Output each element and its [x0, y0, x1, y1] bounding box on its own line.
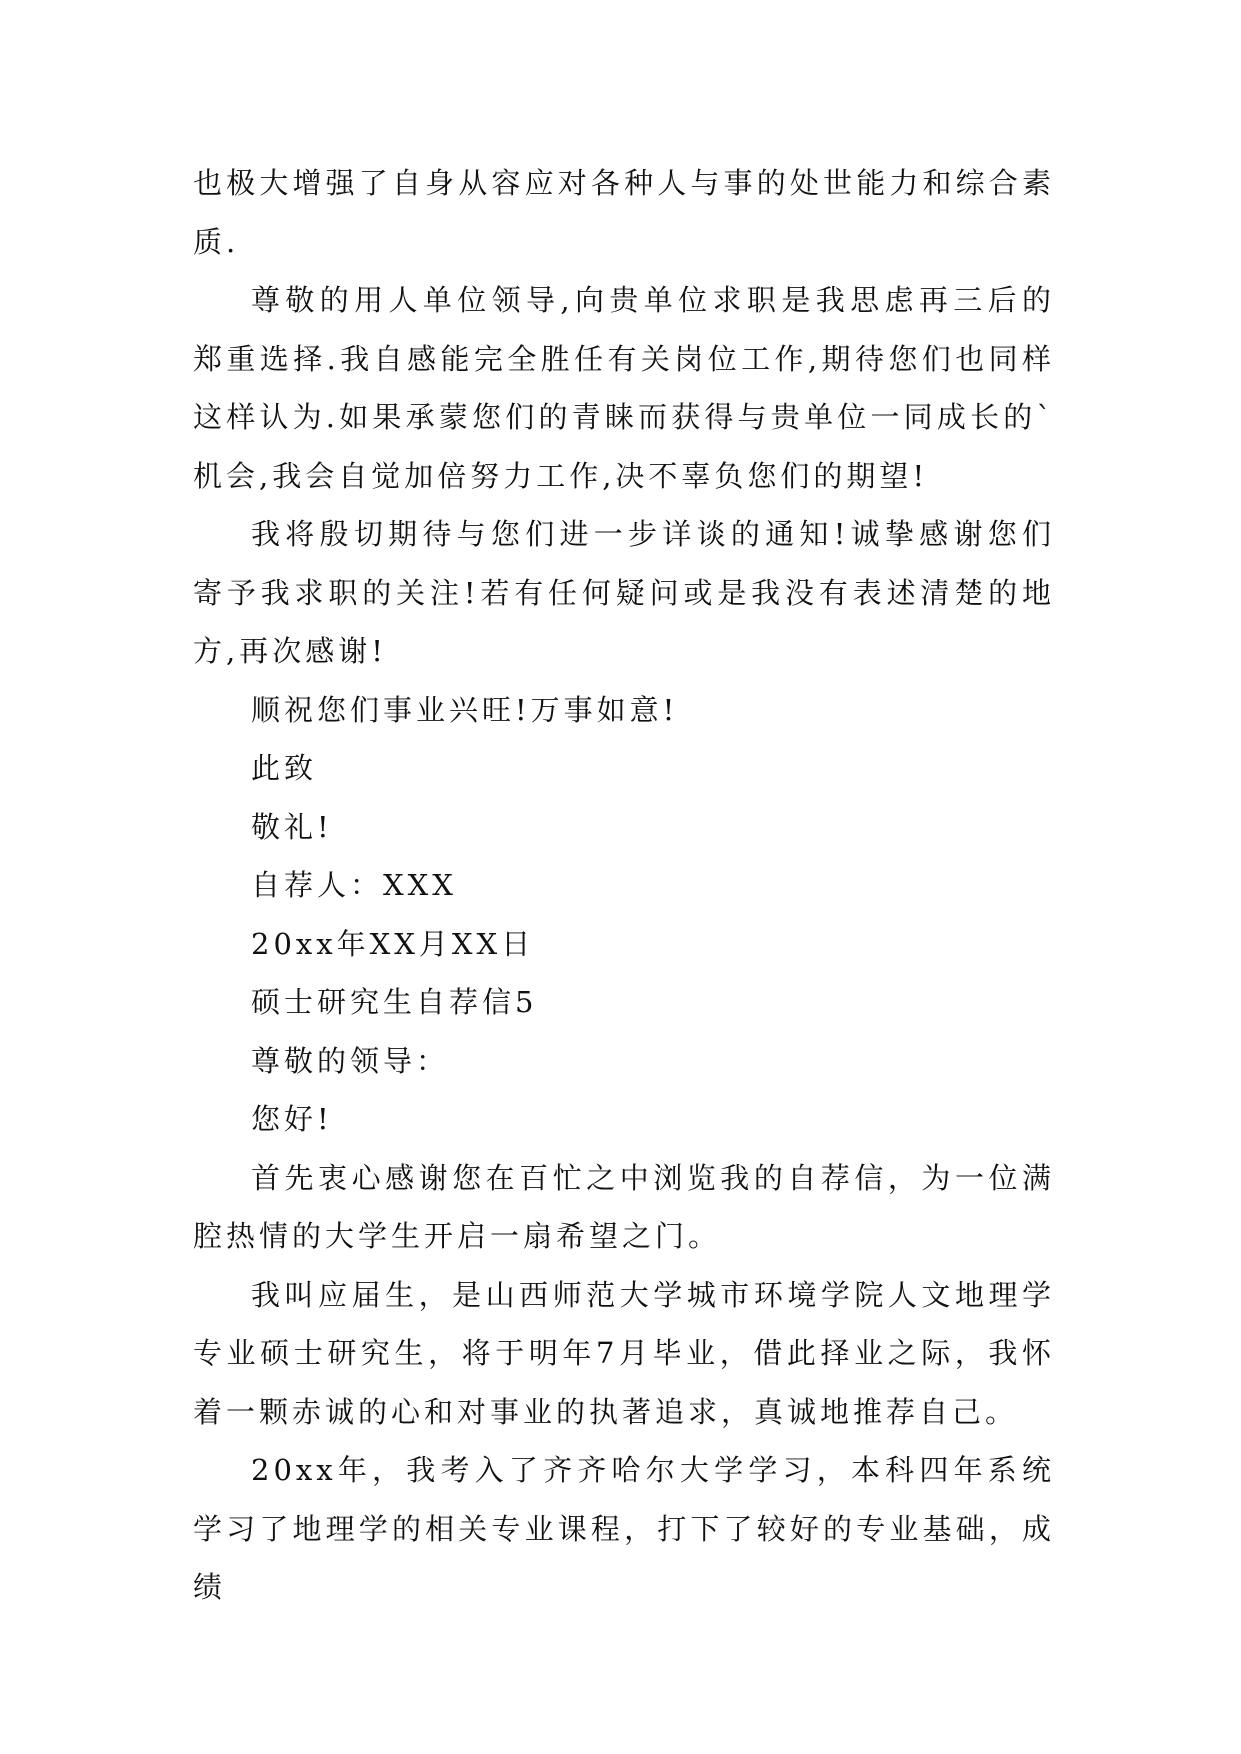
closing-regards: 敬礼! — [251, 809, 333, 844]
section-title: 硕士研究生自荐信5 — [251, 985, 538, 1019]
greeting-hello: 您好! — [251, 1102, 333, 1136]
paragraph-thanks: 我将殷切期待与您们进一步详谈的通知!诚挚感谢您们寄予我求职的关注!若有任何疑问或是我没有表述清楚的地方,再次感谢! — [193, 517, 1055, 668]
paragraph-education: 20xx年，我考入了齐齐哈尔大学学习，本科四年系统学习了地理学的相关专业课程，打下了较好的专业基础，成绩 — [193, 1453, 1055, 1604]
paragraph-self-introduction: 我叫应届生，是山西师范大学城市环境学院人文地理学专业硕士研究生，将于明年7月毕业，借此择业之际，我怀着一颗赤诚的心和对事业的执著追求，真诚地推荐自己。 — [193, 1277, 1055, 1429]
paragraph-intro: 首先衷心感谢您在百忙之中浏览我的自荐信，为一位满腔热情的大学生开启一扇希望之门。 — [193, 1160, 1055, 1253]
closing-salutation: 此致 — [251, 751, 318, 785]
letter-body — [193, 154, 1055, 1617]
signature-line: 自荐人：XXX — [251, 868, 457, 902]
paragraph-continued: 也极大增强了自身从容应对各种人与事的处世能力和综合素质. — [193, 166, 1055, 259]
paragraph-application: 尊敬的用人单位领导,向贵单位求职是我思虑再三后的郑重选择.我自感能完全胜任有关岗位工作,期待您们也同样这样认为.如果承蒙您们的青睐而获得与贵单位一同成长的`机会,我会自觉加倍努力工作,决不辜负您们的期望! — [193, 283, 1055, 493]
paragraph-wishes: 顺祝您们事业兴旺!万事如意! — [251, 692, 679, 727]
date-line: 20xx年XX月XX日 — [251, 926, 535, 961]
greeting-recipient: 尊敬的领导： — [251, 1043, 450, 1078]
